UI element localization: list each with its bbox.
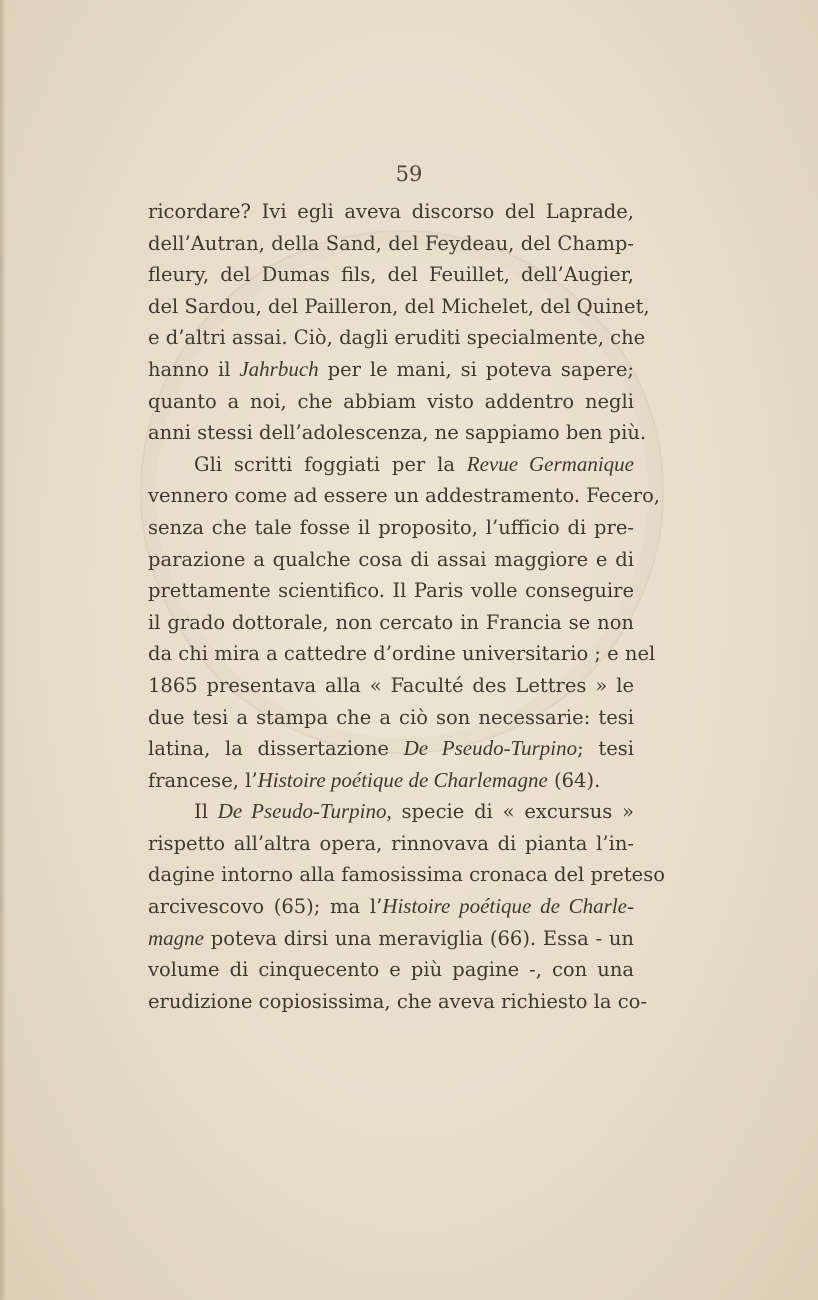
italic-title: Revue Germanique [466, 451, 634, 476]
text-segment: Il [194, 800, 218, 824]
text-line [148, 765, 634, 797]
text-line [148, 544, 634, 576]
text-segment: e d’altri assai. Ciò, dagli eruditi specialmente, che [148, 326, 646, 350]
text-segment: hanno il [148, 357, 240, 381]
text-segment: parazione a qualche cosa di assai maggiore e di [148, 547, 634, 571]
text-segment: dagine intorno alla famosissima cronaca del preteso [148, 863, 665, 887]
text-line [148, 986, 647, 1018]
text-line [148, 954, 634, 986]
page-number: 59 [395, 162, 423, 186]
text-segment: il grado dottorale, non cercato in Francia se non [148, 610, 634, 634]
text-line [148, 796, 634, 828]
text-segment: rispetto all’altra opera, rinnovava di pianta l’in- [148, 831, 634, 855]
text-line [148, 828, 634, 860]
text-segment: specie di « excursus » [391, 800, 635, 824]
italic-title: De Pseudo-Turpino [403, 736, 578, 761]
text-segment: vennero come ad essere un addestramento. Fecero, [148, 484, 661, 508]
italic-title: Histoire poétique de Charle- [382, 894, 634, 919]
text-segment: poteva dirsi una meraviglia (66). Essa - un [204, 926, 634, 950]
text-line [148, 638, 656, 670]
text-segment: Gli scritti foggiati per la [194, 452, 467, 476]
body-text [148, 196, 665, 1017]
text-line [148, 891, 634, 923]
text-line [148, 575, 634, 607]
text-line [148, 228, 634, 260]
text-line [148, 859, 665, 891]
text-line [148, 196, 634, 228]
text-segment: (64). [547, 768, 601, 792]
text-line [148, 417, 647, 449]
text-line [148, 670, 634, 702]
text-line [148, 480, 661, 512]
text-segment: del Sardou, del Pailleron, del Michelet, del Quinet, [148, 294, 650, 318]
text-segment: due tesi a stampa che a ciò son necessarie: tesi [148, 705, 634, 729]
text-segment: anni stessi dell’adolescenza, ne sappiamo ben più. [148, 421, 647, 445]
text-line [148, 386, 634, 418]
text-line [148, 291, 650, 323]
italic-title: magne [148, 925, 204, 950]
text-segment: 1865 presentava alla « Faculté des Lettres » le [148, 673, 634, 697]
text-segment: prettamente scientifico. Il Paris volle conseguire [148, 579, 634, 603]
text-segment: ; tesi [577, 737, 634, 761]
text-line [148, 449, 634, 481]
text-segment: arcivescovo (65); ma l’ [148, 895, 383, 919]
text-line [148, 322, 646, 354]
text-segment: quanto a noi, che abbiam visto addentro negli [148, 389, 634, 413]
text-line [148, 733, 634, 765]
page-edge-shadow [0, 0, 6, 1300]
text-segment: senza che tale fosse il proposito, l’ufficio di pre- [148, 515, 634, 539]
text-segment: latina, la dissertazione [148, 737, 404, 761]
text-segment: per le mani, si poteva sapere; [318, 357, 634, 381]
text-segment: ricordare? Ivi egli aveva discorso del Laprade, [148, 200, 634, 223]
text-segment: fleury, del Dumas fils, del Feuillet, dell’Augier, [148, 263, 634, 287]
text-line [148, 354, 634, 386]
text-segment: volume di cinquecento e più pagine -, con una [148, 958, 634, 982]
italic-title: Histoire poétique de Charlemagne [257, 767, 548, 792]
text-segment: dell’Autran, della Sand, del Feydeau, del Champ- [148, 231, 634, 255]
text-line [148, 259, 634, 291]
italic-title: Jahrbuch [239, 356, 319, 381]
text-line [148, 923, 634, 955]
text-line [148, 512, 634, 544]
text-line [148, 607, 634, 639]
text-segment: francese, l’ [148, 768, 258, 792]
text-segment: erudizione copiosissima, che aveva richiesto la co- [148, 989, 647, 1013]
text-line [148, 702, 634, 734]
italic-title: De Pseudo-Turpino, [217, 799, 392, 824]
text-segment: da chi mira a cattedre d’ordine universitario ; e nel [148, 642, 656, 666]
